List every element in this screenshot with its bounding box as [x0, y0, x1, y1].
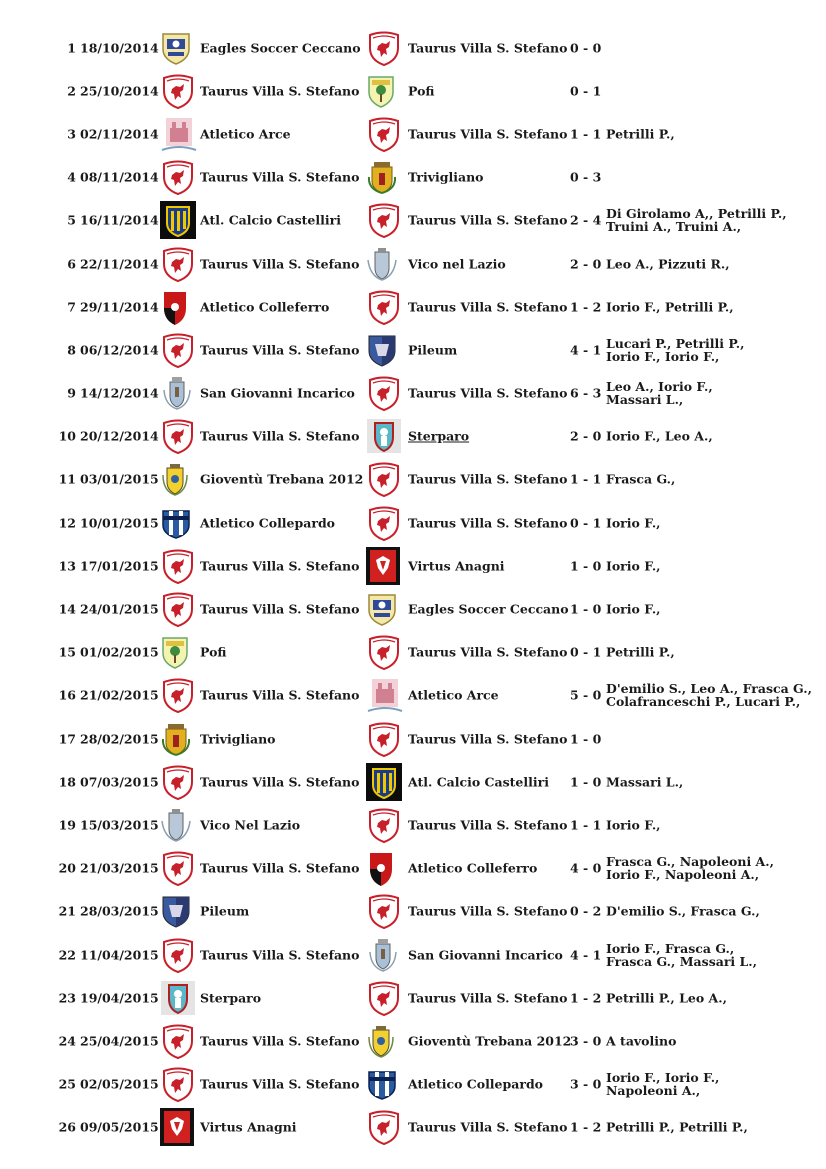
taurus-crest-icon: [160, 1066, 196, 1102]
match-number: 6: [67, 256, 76, 272]
match-date: 22/11/2014: [80, 256, 159, 272]
anagni-crest-icon: [366, 547, 400, 585]
taurus-crest-icon: [160, 548, 196, 584]
scorer-line: Iorio F.,: [606, 601, 661, 617]
match-date: 18/10/2014: [80, 40, 159, 56]
match-number: 26: [58, 1119, 76, 1135]
match-number: 17: [58, 731, 76, 747]
taurus-crest-icon: [366, 980, 402, 1016]
taurus-crest-icon: [160, 850, 196, 886]
table-row: [0, 112, 826, 155]
match-score: 2 - 4: [570, 212, 602, 228]
taurus-crest-icon: [160, 159, 196, 195]
taurus-crest-icon: [160, 937, 196, 973]
match-score: 1 - 0: [570, 558, 602, 574]
scorers: [606, 559, 661, 572]
collepardo-crest-icon: [160, 507, 192, 539]
home-team: Virtus Anagni: [200, 1119, 297, 1135]
match-number: 1: [67, 40, 76, 56]
away-team: Taurus Villa S. Stefano: [408, 903, 568, 919]
table-row: [0, 1063, 826, 1106]
away-team: Atl. Calcio Castelliri: [408, 774, 549, 790]
scorer-line: Petrilli P., Petrilli P.,: [606, 1119, 748, 1135]
taurus-crest-icon: [366, 375, 402, 411]
match-date: 17/01/2015: [80, 558, 159, 574]
match-score: 6 - 3: [570, 385, 602, 401]
away-team: Trivigliano: [408, 169, 484, 185]
scorer-line: Di Girolamo A,, Petrilli P.,: [606, 206, 787, 222]
trivigliano-crest-icon: [366, 159, 398, 195]
table-row: [0, 328, 826, 371]
match-number: 5: [67, 212, 76, 228]
match-score: 1 - 1: [570, 126, 602, 142]
scorers: [606, 603, 661, 616]
taurus-crest-icon: [366, 116, 402, 152]
taurus-crest-icon: [160, 418, 196, 454]
match-date: 06/12/2014: [80, 342, 159, 358]
match-date: 16/11/2014: [80, 212, 159, 228]
table-row: [0, 242, 826, 285]
home-team: Vico Nel Lazio: [200, 817, 301, 833]
collepardo-crest-icon: [366, 1068, 398, 1100]
taurus-crest-icon: [366, 721, 402, 757]
table-row: [0, 69, 826, 112]
away-team: Taurus Villa S. Stefano: [408, 385, 568, 401]
table-row: [0, 631, 826, 674]
taurus-crest-icon: [160, 1023, 196, 1059]
taurus-crest-icon: [160, 591, 196, 627]
match-date: 29/11/2014: [80, 299, 159, 315]
scorers: [606, 430, 713, 443]
home-team: Atletico Colleferro: [200, 299, 330, 315]
taurus-crest-icon: [160, 764, 196, 800]
away-team: Taurus Villa S. Stefano: [408, 644, 568, 660]
away-team: Taurus Villa S. Stefano: [408, 990, 568, 1006]
match-score: 4 - 1: [570, 947, 602, 963]
away-team: Vico nel Lazio: [408, 256, 506, 272]
scorers: [606, 207, 787, 233]
scorers: [606, 473, 675, 486]
scorers: [606, 942, 757, 968]
home-team: Pofi: [200, 644, 227, 660]
taurus-crest-icon: [366, 289, 402, 325]
trivigliano-crest-icon: [160, 721, 192, 757]
away-team: Atletico Arce: [408, 687, 499, 703]
away-team: Pofi: [408, 83, 435, 99]
castelliri-crest-icon: [366, 763, 402, 801]
match-date: 11/04/2015: [80, 947, 159, 963]
match-date: 08/11/2014: [80, 169, 159, 185]
scorer-line: Iorio F., Frasca G.,: [606, 940, 735, 956]
match-date: 09/05/2015: [80, 1119, 159, 1135]
match-number: 21: [58, 903, 76, 919]
match-date: 20/12/2014: [80, 428, 159, 444]
taurus-crest-icon: [366, 505, 402, 541]
match-date: 21/02/2015: [80, 687, 159, 703]
table-row: [0, 803, 826, 846]
scorer-line: Iorio F.,: [606, 817, 661, 833]
home-team: Taurus Villa S. Stefano: [200, 1076, 360, 1092]
pofi-crest-icon: [160, 635, 190, 669]
taurus-crest-icon: [160, 73, 196, 109]
match-date: 02/11/2014: [80, 126, 159, 142]
taurus-crest-icon: [366, 461, 402, 497]
taurus-crest-icon: [160, 246, 196, 282]
scorer-line: Colafranceschi P., Lucari P.,: [606, 694, 801, 710]
table-row: [0, 933, 826, 976]
scorer-line: Lucari P., Petrilli P.,: [606, 335, 745, 351]
match-number: 15: [58, 644, 76, 660]
pofi-crest-icon: [366, 74, 396, 108]
match-date: 28/02/2015: [80, 731, 159, 747]
scorer-line: D'emilio S., Frasca G.,: [606, 903, 760, 919]
home-team: Taurus Villa S. Stefano: [200, 601, 360, 617]
scorers: [606, 337, 744, 363]
pileum-crest-icon: [160, 893, 192, 929]
away-team: Taurus Villa S. Stefano: [408, 126, 568, 142]
scorer-line: D'emilio S., Leo A., Frasca G.,: [606, 681, 812, 697]
match-number: 13: [58, 558, 76, 574]
match-score: 0 - 1: [570, 83, 602, 99]
scorers: [606, 257, 730, 270]
table-row: [0, 1019, 826, 1062]
match-score: 0 - 0: [570, 40, 602, 56]
sterparo-crest-icon: [160, 980, 196, 1016]
match-number: 7: [67, 299, 76, 315]
match-date: 02/05/2015: [80, 1076, 159, 1092]
scorers: [606, 1121, 748, 1134]
scorer-line: Iorio F., Leo A.,: [606, 428, 713, 444]
home-team: Pileum: [200, 903, 250, 919]
away-team: San Giovanni Incarico: [408, 947, 563, 963]
match-date: 25/10/2014: [80, 83, 159, 99]
scorer-line: Frasca G.,: [606, 471, 676, 487]
scorers: [606, 991, 727, 1004]
match-score: 0 - 3: [570, 169, 602, 185]
match-date: 15/03/2015: [80, 817, 159, 833]
anagni-crest-icon: [160, 1108, 194, 1146]
table-row: [0, 544, 826, 587]
away-team: Taurus Villa S. Stefano: [408, 471, 568, 487]
away-team: Taurus Villa S. Stefano: [408, 212, 568, 228]
match-date: 14/12/2014: [80, 385, 159, 401]
table-row: [0, 26, 826, 69]
away-team: Atletico Colleferro: [408, 860, 538, 876]
scorer-line: A tavolino: [606, 1033, 677, 1049]
scorers: [606, 516, 661, 529]
match-number: 9: [67, 385, 76, 401]
home-team: Taurus Villa S. Stefano: [200, 774, 360, 790]
table-row: [0, 717, 826, 760]
match-score: 4 - 0: [570, 860, 602, 876]
sangiovanni-crest-icon: [160, 374, 194, 412]
scorers: [606, 646, 675, 659]
home-team: Taurus Villa S. Stefano: [200, 428, 360, 444]
match-score: 1 - 1: [570, 471, 602, 487]
away-team: Virtus Anagni: [408, 558, 505, 574]
home-team: Trivigliano: [200, 731, 276, 747]
scorers: [606, 905, 760, 918]
match-number: 11: [58, 471, 76, 487]
scorer-line: Petrilli P., Leo A.,: [606, 990, 727, 1006]
match-date: 28/03/2015: [80, 903, 159, 919]
away-team: Taurus Villa S. Stefano: [408, 40, 568, 56]
scorers: [606, 380, 713, 406]
home-team: Atletico Arce: [200, 126, 291, 142]
table-row: [0, 458, 826, 501]
away-team-link[interactable]: Sterparo: [408, 428, 470, 444]
match-score: 1 - 0: [570, 774, 602, 790]
match-score: 2 - 0: [570, 256, 602, 272]
arce-crest-icon: [160, 114, 198, 154]
table-row: [0, 415, 826, 458]
scorer-line: Massari L.,: [606, 774, 684, 790]
away-team: Taurus Villa S. Stefano: [408, 515, 568, 531]
match-number: 25: [58, 1076, 76, 1092]
vico-crest-icon: [366, 246, 398, 282]
home-team: Gioventù Trebana 2012: [200, 471, 364, 487]
match-score: 1 - 1: [570, 817, 602, 833]
scorer-line: Napoleoni A.,: [606, 1083, 701, 1099]
scorer-line: Petrilli P.,: [606, 126, 675, 142]
match-number: 4: [67, 169, 76, 185]
scorer-line: Iorio F., Iorio F.,: [606, 348, 720, 364]
table-row: [0, 1106, 826, 1149]
match-score: 5 - 0: [570, 687, 602, 703]
home-team: Atletico Collepardo: [200, 515, 336, 531]
scorer-line: Iorio F., Napoleoni A.,: [606, 867, 760, 883]
match-number: 20: [58, 860, 76, 876]
scorers: [606, 1071, 719, 1097]
away-team: Gioventù Trebana 2012: [408, 1033, 572, 1049]
scorer-line: Iorio F.,: [606, 558, 661, 574]
match-date: 10/01/2015: [80, 515, 159, 531]
table-row: [0, 285, 826, 328]
home-team: Taurus Villa S. Stefano: [200, 1033, 360, 1049]
home-team: Taurus Villa S. Stefano: [200, 947, 360, 963]
scorers: [606, 127, 675, 140]
away-team: Pileum: [408, 342, 458, 358]
pileum-crest-icon: [366, 332, 398, 368]
taurus-crest-icon: [366, 893, 402, 929]
scorers: [606, 775, 683, 788]
scorer-line: Iorio F.,: [606, 515, 661, 531]
scorers: [606, 1034, 676, 1047]
home-team: Taurus Villa S. Stefano: [200, 860, 360, 876]
fixtures-list: [0, 26, 826, 1149]
match-score: 0 - 2: [570, 903, 602, 919]
away-team: Taurus Villa S. Stefano: [408, 299, 568, 315]
table-row: [0, 501, 826, 544]
colleferro-crest-icon: [160, 288, 190, 326]
eagles-crest-icon: [366, 592, 398, 626]
match-score: 1 - 2: [570, 990, 602, 1006]
castelliri-crest-icon: [160, 201, 196, 239]
scorers: [606, 818, 661, 831]
away-team: Taurus Villa S. Stefano: [408, 1119, 568, 1135]
match-number: 2: [67, 83, 76, 99]
match-score: 2 - 0: [570, 428, 602, 444]
table-row: [0, 156, 826, 199]
table-row: [0, 976, 826, 1019]
arce-crest-icon: [366, 675, 404, 715]
match-score: 0 - 1: [570, 644, 602, 660]
home-team: Sterparo: [200, 990, 262, 1006]
match-score: 1 - 0: [570, 731, 602, 747]
match-score: 1 - 0: [570, 601, 602, 617]
trebana-crest-icon: [160, 461, 190, 497]
match-score: 3 - 0: [570, 1076, 602, 1092]
match-score: 0 - 1: [570, 515, 602, 531]
eagles-crest-icon: [160, 31, 192, 65]
scorer-line: Frasca G., Massari L.,: [606, 953, 758, 969]
away-team: Atletico Collepardo: [408, 1076, 544, 1092]
scorers: [606, 855, 774, 881]
home-team: Taurus Villa S. Stefano: [200, 169, 360, 185]
colleferro-crest-icon: [366, 849, 396, 887]
match-score: 1 - 2: [570, 1119, 602, 1135]
match-number: 24: [58, 1033, 76, 1049]
scorers: [606, 300, 734, 313]
scorer-line: Frasca G., Napoleoni A.,: [606, 854, 774, 870]
home-team: Taurus Villa S. Stefano: [200, 83, 360, 99]
match-date: 01/02/2015: [80, 644, 159, 660]
match-number: 22: [58, 947, 76, 963]
match-date: 21/03/2015: [80, 860, 159, 876]
away-team: Taurus Villa S. Stefano: [408, 731, 568, 747]
match-score: 1 - 2: [570, 299, 602, 315]
home-team: Taurus Villa S. Stefano: [200, 342, 360, 358]
taurus-crest-icon: [366, 202, 402, 238]
match-number: 12: [58, 515, 76, 531]
scorer-line: Leo A., Iorio F.,: [606, 379, 713, 395]
scorer-line: Truini A., Truini A.,: [606, 219, 742, 235]
scorer-line: Iorio F., Petrilli P.,: [606, 299, 734, 315]
scorer-line: Iorio F., Iorio F.,: [606, 1070, 720, 1086]
table-row: [0, 760, 826, 803]
home-team: Taurus Villa S. Stefano: [200, 256, 360, 272]
trebana-crest-icon: [366, 1023, 396, 1059]
match-number: 8: [67, 342, 76, 358]
match-number: 3: [67, 126, 76, 142]
match-number: 14: [58, 601, 76, 617]
scorer-line: Petrilli P.,: [606, 644, 675, 660]
match-number: 19: [58, 817, 76, 833]
match-number: 16: [58, 687, 76, 703]
match-date: 07/03/2015: [80, 774, 159, 790]
table-row: [0, 372, 826, 415]
match-number: 23: [58, 990, 76, 1006]
taurus-crest-icon: [366, 30, 402, 66]
home-team: Taurus Villa S. Stefano: [200, 687, 360, 703]
home-team: Eagles Soccer Ceccano: [200, 40, 361, 56]
taurus-crest-icon: [366, 634, 402, 670]
match-score: 4 - 1: [570, 342, 602, 358]
vico-crest-icon: [160, 807, 192, 843]
match-score: 3 - 0: [570, 1033, 602, 1049]
match-date: 25/04/2015: [80, 1033, 159, 1049]
home-team: Atl. Calcio Castelliri: [200, 212, 341, 228]
match-date: 24/01/2015: [80, 601, 159, 617]
table-row: [0, 890, 826, 933]
taurus-crest-icon: [160, 677, 196, 713]
away-team: Taurus Villa S. Stefano: [408, 817, 568, 833]
scorers: [606, 682, 812, 708]
match-date: 19/04/2015: [80, 990, 159, 1006]
away-team: Eagles Soccer Ceccano: [408, 601, 569, 617]
table-row: [0, 847, 826, 890]
scorer-line: Massari L.,: [606, 392, 684, 408]
home-team: Taurus Villa S. Stefano: [200, 558, 360, 574]
taurus-crest-icon: [366, 807, 402, 843]
home-team: San Giovanni Incarico: [200, 385, 355, 401]
taurus-crest-icon: [366, 1109, 402, 1145]
sterparo-crest-icon: [366, 418, 402, 454]
match-number: 10: [58, 428, 76, 444]
match-date: 03/01/2015: [80, 471, 159, 487]
table-row: [0, 199, 826, 242]
scorer-line: Leo A., Pizzuti R.,: [606, 256, 730, 272]
sangiovanni-crest-icon: [366, 936, 400, 974]
taurus-crest-icon: [160, 332, 196, 368]
match-number: 18: [58, 774, 76, 790]
table-row: [0, 674, 826, 717]
table-row: [0, 587, 826, 630]
